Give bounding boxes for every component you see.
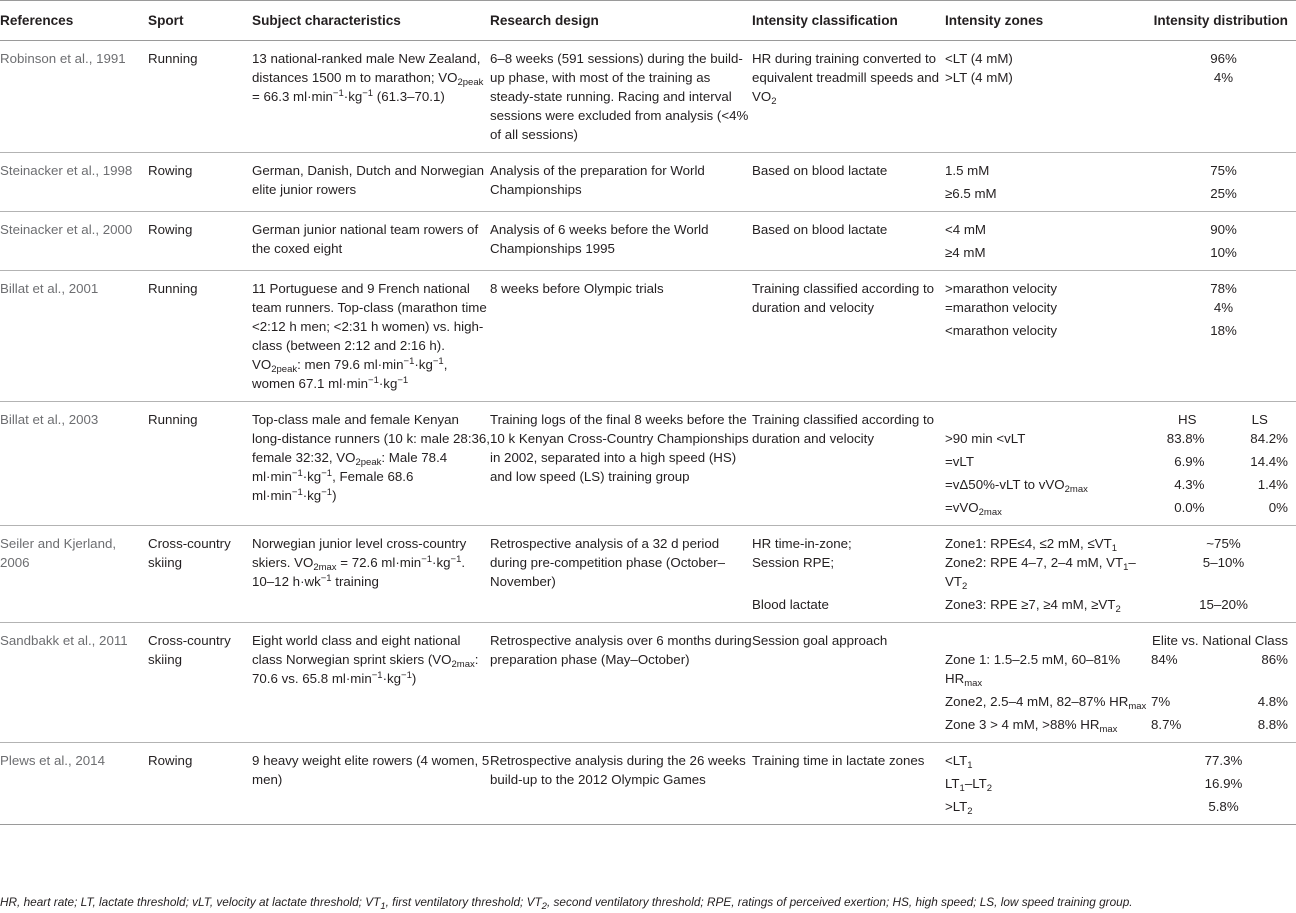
distribution-cell: HS LS 83.8% 84.2% 6.9% 14.4% 4.3% 1.4% 0.0% 0%	[1151, 402, 1296, 526]
zones-cell: >90 min <vLT =vLT =vΔ50%-vLT to vVO$_{2max}$ =vVO$_{2max}$	[945, 402, 1151, 526]
distribution-cell: 78% 4% 18%	[1151, 271, 1296, 402]
table-footnote: HR, heart rate; LT, lactate threshold; vLT, velocity at lactate threshold; $VT_1$, first ventilatory threshold; $VT_2$, second ventilatory threshold; RPE, ratings of perceived exertion; HS, high speed; LS, low speed training group.	[0, 895, 1133, 912]
sport-cell: Cross-country skiing	[148, 526, 252, 623]
header-classification: Intensity classification	[752, 1, 945, 41]
table-row	[0, 526, 1296, 623]
subject-cell: 11 Portuguese and 9 French national team runners. Top-class (marathon time <2:12 h men; <2:31 h women) vs. high-class (between 2:12 and 2:16 h). $VO_{2peak}$: men 79.6 $ml\cdot\min^{-1}\cdot kg^{-1}$, women 67.1 $ml\cdot\min^{-1}\cdot kg^{-1}$	[252, 271, 490, 402]
sport-cell: Rowing	[148, 212, 252, 271]
design-cell: Analysis of 6 weeks before the World Championships 1995	[490, 212, 752, 271]
header-sport: Sport	[148, 1, 252, 41]
design-cell: Retrospective analysis of a 32 d period during pre-competition phase (October–November)	[490, 526, 752, 623]
sport-cell: Running	[148, 271, 252, 402]
reference-cell: Sandbakk et al., 2011	[0, 623, 148, 743]
sport-cell: Rowing	[148, 153, 252, 212]
design-cell: 6–8 weeks (591 sessions) during the build-up phase, with most of the training as steady-state running. Racing and interval sessions were excluded from analysis (<4% of all sessions)	[490, 41, 752, 153]
distribution-cell: ~75% 5–10% 15–20%	[1151, 526, 1296, 623]
reference-cell: Steinacker et al., 1998	[0, 153, 148, 212]
classification-cell: Session goal approach	[752, 623, 945, 743]
subject-cell: 13 national-ranked male New Zealand, distances 1500 m to marathon; $VO_{2peak} = 66.3$ $ml\cdot\min^{-1}\cdot kg^{-1}$ (61.3–70.1)	[252, 41, 490, 153]
subject-cell: Norwegian junior level cross-country skiers. $VO_{2max} = 72.6$ $ml\cdot\min^{-1}\cdot kg^{-1}$. 10–12 $h\cdot wk^{-1}$ training	[252, 526, 490, 623]
classification-cell: Training classified according to duration and velocity	[752, 271, 945, 402]
design-cell: 8 weeks before Olympic trials	[490, 271, 752, 402]
classification-cell: Based on blood lactate	[752, 153, 945, 212]
header-distribution: Intensity distribution	[1151, 1, 1296, 41]
group-label: Elite vs. National Class	[1152, 633, 1288, 648]
classification-cell: HR time-in-zone; Session RPE; Blood lactate	[752, 526, 945, 623]
zones-cell: <LT (4 mM) >LT (4 mM)	[945, 41, 1151, 153]
zones-cell: 1.5 mM ≥6.5 mM	[945, 153, 1151, 212]
header-subject: Subject characteristics	[252, 1, 490, 41]
subject-cell: German, Danish, Dutch and Norwegian elite junior rowers	[252, 153, 490, 212]
reference-cell: Billat et al., 2001	[0, 271, 148, 402]
header-row	[0, 1, 1296, 41]
table-row	[0, 212, 1296, 271]
reference-cell: Robinson et al., 1991	[0, 41, 148, 153]
table-row	[0, 402, 1296, 526]
zones-cell: Zone1: RPE≤4, ≤2 mM, $\le VT_1$ Zone2: RPE 4–7, 2–4 mM, $VT_1-VT_2$ Zone3: RPE ≥7, ≥4 mM, $\ge VT_2$	[945, 526, 1151, 623]
subject-cell: Eight world class and eight national class Norwegian sprint skiers ($VO_{2max}$: 70.6 vs. 65.8 $ml\cdot\min^{-1}\cdot kg^{-1}$)	[252, 623, 490, 743]
zones-cell: <4 mM ≥4 mM	[945, 212, 1151, 271]
subject-cell: German junior national team rowers of the coxed eight	[252, 212, 490, 271]
reference-cell: Steinacker et al., 2000	[0, 212, 148, 271]
distribution-cell: 96% 4%	[1151, 41, 1296, 153]
subject-cell: 9 heavy weight elite rowers (4 women, 5 men)	[252, 743, 490, 825]
table-row	[0, 623, 1296, 743]
design-cell: Analysis of the preparation for World Championships	[490, 153, 752, 212]
table-row	[0, 743, 1296, 825]
table-row	[0, 41, 1296, 153]
subject-cell: Top-class male and female Kenyan long-distance runners (10 k: male 28:36, female 32:32, $VO_{2peak}$: Male 78.4 $ml\cdot\min^{-1}\cdot kg^{-1}$, Female 68.6 $ml\cdot\min^{-1}\cdot kg^{-1}$)	[252, 402, 490, 526]
distribution-cell: 77.3% 16.9% 5.8%	[1151, 743, 1296, 825]
table-row	[0, 271, 1296, 402]
sport-cell: Rowing	[148, 743, 252, 825]
zones-cell: Elite vs. National Class Zone 1: 1.5–2.5 mM, 60–81% $HR_{max}$ 84% 86% Zone2, 2.5–4 mM, 82–87% $HR_{max}$ 7% 4.8% Zone 3 > 4 mM, >88% $HR_{max}$ 8.7% 8.8%	[945, 623, 1296, 743]
header-zones: Intensity zones	[945, 1, 1151, 41]
sport-cell: Cross-country skiing	[148, 623, 252, 743]
reference-cell: Plews et al., 2014	[0, 743, 148, 825]
classification-cell: Based on blood lactate	[752, 212, 945, 271]
distribution-cell: 90% 10%	[1151, 212, 1296, 271]
header-design: Research design	[490, 1, 752, 41]
sport-cell: Running	[148, 402, 252, 526]
design-cell: Retrospective analysis over 6 months during preparation phase (May–October)	[490, 623, 752, 743]
table-row	[0, 153, 1296, 212]
group-labels: HS LS	[1178, 412, 1268, 427]
zones-cell: $<LT_1$ $LT_1-LT_2$ $>LT_2$	[945, 743, 1151, 825]
distribution-cell: 75% 25%	[1151, 153, 1296, 212]
classification-cell: Training time in lactate zones	[752, 743, 945, 825]
design-cell: Retrospective analysis during the 26 weeks build-up to the 2012 Olympic Games	[490, 743, 752, 825]
reference-cell: Billat et al., 2003	[0, 402, 148, 526]
zones-cell: >marathon velocity =marathon velocity <marathon velocity	[945, 271, 1151, 402]
classification-cell: HR during training converted to equivalent treadmill speeds and $VO_2$	[752, 41, 945, 153]
header-references: References	[0, 1, 148, 41]
reference-cell: Seiler and Kjerland, 2006	[0, 526, 148, 623]
sport-cell: Running	[148, 41, 252, 153]
classification-cell: Training classified according to duration and velocity	[752, 402, 945, 526]
design-cell: Training logs of the final 8 weeks before the 10 k Kenyan Cross-Country Championships in 2002, separated into a high speed (HS) and low speed (LS) training group	[490, 402, 752, 526]
